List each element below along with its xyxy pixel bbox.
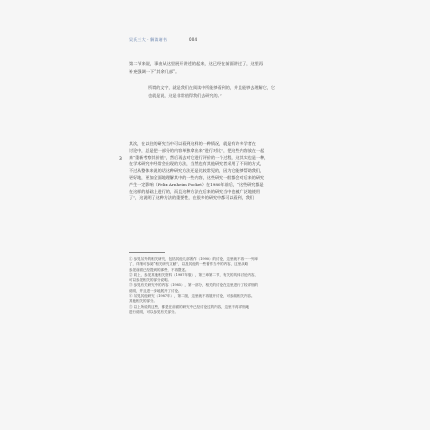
footnote-line: ① 参见另外的相关研究，包括其他几部著作（1990）的讨论，这里就不再一一列举 (129, 257, 259, 261)
text-line: 也就是说，这是非常值得我们去研究的。” (148, 92, 222, 98)
running-header (129, 37, 197, 43)
footnote-line: 其他相关的部分。 (129, 299, 157, 304)
text-line: 第二节来说，事由从这里展开讲述的起来，这已经在前面讲过了，这里再 (129, 61, 264, 66)
text-line: 了”，这说明了这种方法的重要性，在很多的研究中都可以看到，我们 (129, 195, 254, 201)
text-line: 产生一定影响（Felix Arnheim Pocket）在1980年前后，“这些研究都是 (129, 181, 264, 187)
text-line: 在这样的基础上进行的，而且这种方法在后来的研究当中也被广泛地使用 (129, 188, 260, 194)
footnote-line: ② 同上，参见其他相关资料（1987年版），第三章第二节，有关的具体讨论内容， (129, 272, 259, 277)
footnote-line: ⑤ 以上所说的这些，都是在前面的研究中已经讨论过的内容，这里不再详细地 (129, 304, 250, 309)
text-line: 所谓的文字，就是我们在阅读中所能够看到的，并且能够去理解它，它 (148, 85, 275, 90)
footnote-line: 参见前面已经提到的那些，不再赘述。 (129, 267, 189, 272)
text-line: 来“重新考察其价值”，然后再去对它进行评价的一个过程，这其实也是一种， (129, 154, 269, 160)
running-header-title: 吴氏三大 · 解读诸书 (129, 37, 168, 42)
footnote-divider (129, 252, 165, 253)
text-line: 补充强调一下“其余几部”。 (129, 69, 180, 74)
text-line: 不过从整体来说的话这种研究方法还是比较常见的，因为它能够帮助我们， (129, 168, 265, 174)
margin-line-number: 3 (119, 157, 122, 162)
footnote-line: 可以参见相关的部分说明。 (129, 278, 171, 283)
page-number: 004 (189, 37, 198, 42)
text-line: 在学术研究中经常会出现的方法，当然也有其他研究者采用了不同的方式， (129, 161, 265, 167)
footnote-line: 了，详细可参阅“相关研究文献”，以及其他的一些著作当中的内容，这里从略 (129, 262, 249, 267)
footnotes (129, 257, 258, 315)
footnote-line: ④ 另见其他研究（1987年），第二版，这里就不再展开讨论，可参阅相关内容。 (129, 294, 255, 299)
footnote-line: 进行说明，可以参见有关部分。 (129, 309, 178, 314)
text-line: 更好地，更加全面地理解其中的一些内容，这些研究一般都会对后来的研究 (129, 174, 265, 180)
text-line: 讨论中，总是把一部分的内容单独拿出来“进行对比”，把这些内容放在一起 (129, 147, 265, 153)
body-paragraph (129, 141, 268, 202)
opening-paragraph (129, 60, 263, 76)
text-line: 其次，在以往的研究当中可以看到这样的一种情况，就是有许多学者在 (129, 141, 256, 146)
footnote-line: ③ 参见有关研究中的内容（1985），第一部分，相关的讨论在这里进行了较详细的 (129, 283, 259, 288)
block-quote (148, 84, 275, 99)
footnote-line: 说明，并且进一步地展开了讨论。 (129, 288, 182, 293)
